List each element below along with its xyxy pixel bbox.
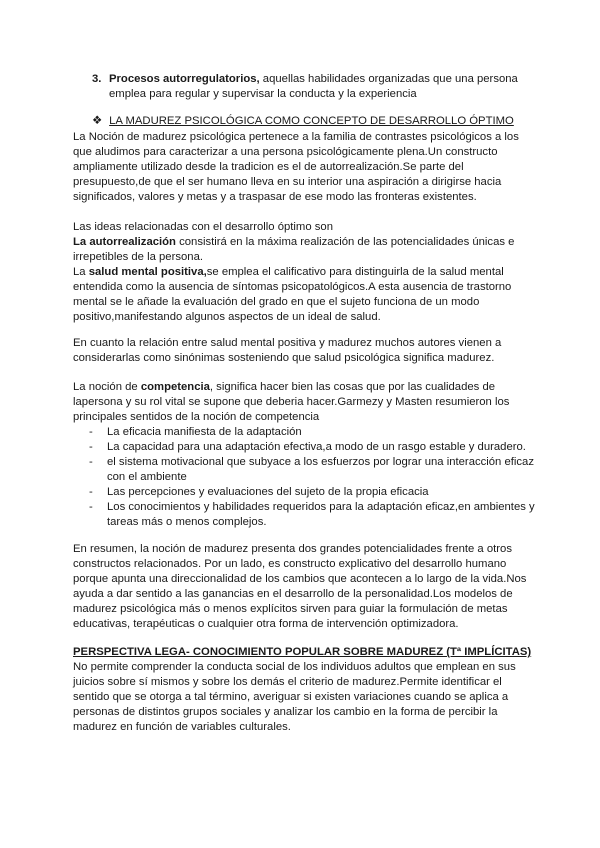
paragraph-competencia [73, 380, 535, 425]
section1-ideas [73, 220, 535, 325]
diamond-bullet-icon: ❖ [92, 115, 103, 127]
section2 [73, 645, 535, 735]
list-item: - La capacidad para una adaptación efectiva,a modo de un rasgo estable y duradero. [73, 440, 535, 455]
numbered-item-3 [92, 72, 532, 102]
section1-competencia [73, 380, 535, 530]
section2-title: PERSPECTIVA LEGA- CONOCIMIENTO POPULAR SOBRE MADUREZ (Tª IMPLÍCITAS) [73, 646, 532, 658]
competencia-list [73, 425, 535, 530]
text-salud-mental: se emplea el calificativo para distinguirla de la salud mental entendida como la ausencia de síntomas psicopatológicos.A esta ausencia de trastorno mental se le añade la evaluación del grado en que el sujeto funciona de un modo positivo,manifestando algunos aspectos de un ideal de salud. [73, 266, 512, 323]
text-autorrealizacion: consistirá en la máxima realización de las potencialidades únicas e irrepetibles de la persona. [73, 236, 515, 263]
item-term: Procesos autorregulatorios, [109, 73, 260, 85]
paragraph-salud-mental [73, 265, 535, 325]
term-competencia: competencia [140, 381, 210, 393]
list-item: - Los conocimientos y habilidades requeridos para la adaptación eficaz,en ambientes y tareas más o menos complejos. [73, 500, 535, 530]
list-item: - La eficacia manifiesta de la adaptación [73, 425, 535, 440]
item-description: aquellas habilidades organizadas que una persona emplea para regular y supervisar la conducta y la experiencia [109, 73, 518, 100]
term-salud-mental: salud mental positiva, [88, 266, 207, 278]
prefix-salud: La [73, 266, 89, 278]
prefix-competencia: La noción de [73, 381, 141, 393]
paragraph-relation: En cuanto la relación entre salud mental positiva y madurez muchos autores vienen a considerarlas como sinónimas sosteniendo que salud psicológica significa madurez. [73, 337, 502, 364]
term-autorrealizacion: La autorrealización [73, 236, 176, 248]
paragraph-ideas: Las ideas relacionadas con el desarrollo óptimo son [73, 221, 333, 233]
paragraph-summary: En resumen, la noción de madurez presenta dos grandes potencialidades frente a otros constructos relacionados. Por un lado, es constructo explicativo del desarrollo humano porque apunta una direccionalidad de los cambios que acontecen a lo largo de la vida.Nos ayuda a dar sentido a las ganancias en el desarrollo de la personalidad.Los modelos de madurez psicológica más o menos explícitos sirven para guiar la formulación de metas educativas, terapéuticas o cualquier otra forma de intervención optimizadora. [73, 543, 527, 630]
section-heading-madurez [92, 114, 532, 129]
list-item: - el sistema motivacional que subyace a los esfuerzos por lograr una interacción eficaz con el ambiente [73, 455, 535, 485]
paragraph-intro: La Noción de madurez psicológica pertenece a la familia de contrastes psicológicos a los que aludimos para caracterizar a una persona psicológicamente plena.Un constructo ampliamente utilizado desde la tradicion es el de autorrealización.Se parte del presupuesto,de que el ser humano lleva en su interior una aspiración a dirigirse hacia significados, valores y metas y a traspasar de ese modo las fronteras existentes. [73, 131, 519, 203]
section1-summary [73, 542, 535, 632]
section-title: LA MADUREZ PSICOLÓGICA COMO CONCEPTO DE DESARROLLO ÓPTIMO [109, 115, 514, 127]
item-text [109, 72, 532, 102]
section1-body [73, 130, 535, 205]
text-competencia: , significa hacer bien las cosas que por las cualidades de lapersona y su rol vital se supone que deberia hacer.Garmezy y Masten resumieron los principales sentidos de la noción de competencia [73, 381, 510, 423]
section1-relation [73, 336, 535, 366]
item-number: 3. [92, 73, 102, 85]
paragraph-autorrealizacion [73, 235, 535, 265]
paragraph-perspectiva: No permite comprender la conducta social de los individuos adultos que emplean en sus juicios sobre sí mismos y sobre los demás el criterio de madurez.Permite identificar el sentido que se otorga a tal término, averiguar si existen variaciones cuando se aplica a personas de distintos grupos sociales y analizar los cambio en la forma de percibir la madurez en función de variables culturales. [73, 661, 516, 733]
list-item: - Las percepciones y evaluaciones del sujeto de la propia eficacia [73, 485, 535, 500]
